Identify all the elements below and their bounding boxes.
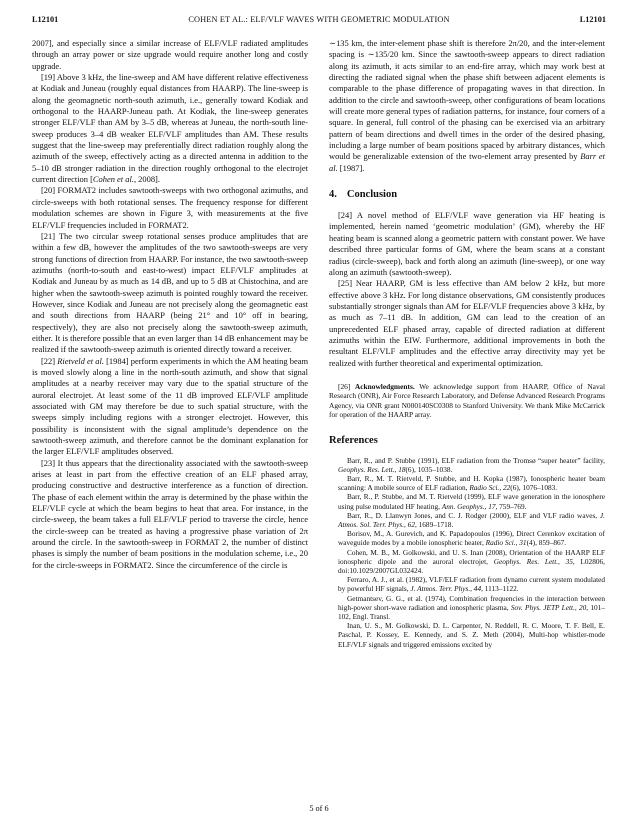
reference-list bbox=[329, 456, 605, 649]
reference-item: Ferraro, A. J., et al. (1982), VLF/ELF radiation from dynamo current system modulated by powerful HF signals, J. Atmos. Terr. Phys., 44, 1113–1122. bbox=[338, 575, 605, 594]
paragraph-continued: ∼135 km, the inter-element phase shift is therefore 2π/20, and the inter-element spacing is ∼135/20 km. Since the sawtooth-sweep appears to direct radiation along its azimuth, it acts similar to an end-fire array, which may work best at directing the radiated signal when the phase shift between adjacent elements is comparable to the phase difference of propagating waves in that direction. In addition to the circle and sawtooth-sweep, other configurations of beam locations will create more general types of radiation patterns, for instance, four corners of a square. In general, full control of the phasing can be exercised via an arbitrary pattern of beam directions and dwell times in the order of the desired phasing, including a large number of beam positions spaced by arbitrary distances, which would be generalizable extension of the two-element array presented by Barr et al. [1987]. bbox=[329, 38, 606, 173]
paragraph-24: [24] A novel method of ELF/VLF wave generation via HF heating is implemented, herein named ‘geometric modulation’ (GM), whereby the HF heating beam is scanned along a geometric pattern with constant power. We have described three particular forms of GM, where the beam scans at a constant radius (circle-sweep), back and forth along an azimuth (line-sweep), or one way along an azimuth (sawtooth-sweep). bbox=[329, 210, 605, 277]
reference-item: Barr, R., D. Llanwyn Jones, and C. J. Rodger (2000), ELF and VLF radio waves, J. Atmos. Sol. Terr. Phys., 62, 1689–1718. bbox=[338, 510, 605, 529]
paragraph-22: [22] Rietveld et al. [1984] perform experiments in which the AM heating beam is moved slowly along a line in the north-south azimuth, and show that signal amplitudes at a nearby receiver may vary due to the spatial structure of the auroral electrojet. At least some of the 11 dB improved ELF/VLF amplitude associated with GM may therefore be due to such spatial structure, with the sweeps simply including regions with a stronger electrojet. However, this possibility is inconsistent with the signal amplitude’s dependence on the sawtooth-sweep azimuth, and therefore cannot be the dominant explanation for the larger ELF/VLF amplitudes observed. bbox=[32, 355, 309, 457]
paragraph-21: [21] The two circular sweep rotational senses produce amplitudes that are within a few dB, however the amplitudes of the two sawtooth-sweeps are very strong functions of direction from HAARP. For instance, the two sawtooth-sweep azimuths (north-to-south and east-to-west) impact ELF/VLF amplitudes at Kodiak and Juneau by as much as 14 dB, and up to 5 dB at Chistochina, and are higher when the sawtooth-sweep azimuth is pointed roughly toward the receiver. However, since Kodiak and Juneau are not precisely along the geomagnetic east and south directions from HAARP (being 21° and 10° off in bearing, respectively), they are also not precisely along the sawtooth-sweep azimuth, either. It is therefore possible that an even larger than 14 dB enhancement may be realized if the sawtooth-sweep azimuth is oriented directly toward a receiver. bbox=[32, 230, 308, 355]
reference-item: Inan, U. S., M. Golkowski, D. L. Carpenter, N. Reddell, R. C. Moore, T. F. Bell, E. Paschal, P. Kossey, E. Kennedy, and S. Z. Meth (2004), Multi-hop whistler-mode ELF/VLF signals and triggered emissions excited by bbox=[338, 621, 605, 649]
reference-item: Borisov, M., A. Gurevich, and K. Papadopoulos (1996), Direct Cerenkov excitation of waveguide modes by a mobile ionospheric heater, Radio Sci., 31(4), 859–867. bbox=[338, 529, 605, 548]
paragraph-20: [20] FORMAT2 includes sawtooth-sweeps with two orthogonal azimuths, and circle-sweeps with both rotational senses. The frequency response for different modulation schemes are shown in Figure 3, with measurements at the five ELF/VLF frequencies included in FORMAT2. bbox=[32, 185, 308, 230]
citation[interactable]: Barr et al. bbox=[329, 151, 606, 173]
section-heading-conclusion: 4. Conclusion bbox=[329, 189, 398, 201]
paragraph-number: [24] bbox=[338, 210, 353, 221]
left-column bbox=[32, 38, 308, 571]
running-title: COHEN ET AL.: ELF/VLF WAVES WITH GEOMETRIC MODULATION bbox=[188, 15, 450, 24]
article-id-left: L12101 bbox=[32, 15, 59, 24]
reference-item: Barr, R., P. Stubbe, and M. T. Rietveld (1999), ELF wave generation in the ionosphere using pulse modulated HF heating, Ann. Geophys., 17, 759–769. bbox=[338, 492, 605, 511]
citation[interactable]: Cohen et al. bbox=[92, 174, 134, 185]
paragraph-23: [23] It thus appears that the directionality associated with the sawtooth-sweep arises at least in part from the effective creation of an ELF phased array, producing constructive and destructive interference as a function of direction. The phase of each element within the array is determined by the phase within the ELF/VLF cycle at which the beam begins to heat that area. For instance, in the circle-sweep, the beam takes a full ELF/VLF period to traverse the circle, hence the circle-sweep can be treated as having a progressive phase variation of 2π around the circle. In the sawtooth-sweep in FORMAT 2, the number of distinct phases is simply the number of beam positions in the modulation scheme, i.e., 20 for the circle-sweeps in FORMAT2. Since the circumference of the circle is bbox=[32, 457, 309, 570]
paragraph-25: [25] Near HAARP, GM is less effective than AM below 2 kHz, but more effective above 3 kHz. For long distance observations, GM consistently produces substantially stronger signals than AM for ELF/VLF frequencies above 3 kHz, by as much as 7–11 dB. In addition, GM can lead to the creation of an unprecedented ELF phased array, capable of directed radiation at different azimuths within the EIW. Furthermore, additional improvements in both the resultant ELF/VLF amplitudes and the effective array directivity may yet be realized with further theoretical and experimental optimization. bbox=[329, 278, 605, 368]
paragraph-19: [19] Above 3 kHz, the line-sweep and AM have different relative effectiveness at Kodiak and Juneau (roughly equal distances from HAARP). The line-sweep is along the geomagnetic north-south azimuth, i.e., generally toward Kodiak and orthogonal to the HAARP-Juneau path. At Kodiak, the line-sweep generates stronger ELF/VLF than AM by 3–5 dB, whereas at Juneau, the north-south line-sweep produces 3–4 dB weaker ELF/VLF amplitudes than AM. These results suggest that the line-sweep may preferentially direct radiation roughly along the azimuth of the sweep, effectively acting as a directed antenna in addition to the 5–10 dB stronger radiation in the direction roughly orthogonal to the electrojet current direction [Cohen et al., 2008]. bbox=[32, 72, 308, 185]
reference-item: Barr, R., M. T. Rietveld, P. Stubbe, and H. Kopka (1987), Ionospheric heater beam scanning: A mobile source of ELF radiation, Radio Sci., 22(6), 1076–1083. bbox=[338, 473, 605, 493]
paragraph-number: [20] bbox=[41, 185, 56, 196]
reference-item: Getmantsev, G. G., et al. (1974), Combination frequencies in the interaction between high-power short-wave radiation and ionospheric plasma, Sov. Phys. JETP Lett., 20, 101–102, Engl. Transl. bbox=[338, 593, 605, 622]
right-column bbox=[329, 38, 605, 649]
paragraph-number: [19] bbox=[41, 72, 56, 83]
reference-item: Cohen, M. B., M. Golkowski, and U. S. Inan (2008), Orientation of the HAARP ELF ionospheric dipole and the auroral electrojet, Geophys. Res. Lett., 35, L02806, doi:10.1029/2007GL032424. bbox=[338, 547, 605, 575]
paragraph-number: [21] bbox=[41, 230, 56, 241]
paragraph-number: [22] bbox=[41, 355, 56, 366]
article-id-right: L12101 bbox=[579, 15, 606, 24]
paragraph-number: [23] bbox=[41, 457, 56, 468]
acknowledgments: [26] Acknowledgments. We acknowledge support from HAARP, Office of Naval Research (ONR), Air Force Research Laboratory, and Defense Advanced Research Programs Agency, via ONR grant N000140SC0308 to Stanford University. We thank Mike McCarrick for operation of the HAARP array. bbox=[329, 381, 605, 420]
page-number: 5 of 6 bbox=[309, 804, 329, 813]
paragraph-number: [25] bbox=[338, 278, 353, 289]
section-heading-references: References bbox=[329, 434, 378, 446]
paragraph-continued: 2007], and especially since a similar increase of ELF/VLF radiated amplitudes through an array power or size upgrade would require another long and costly upgrade. bbox=[32, 38, 308, 71]
citation[interactable]: Rietveld et al. bbox=[57, 355, 104, 366]
reference-item: Barr, R., and P. Stubbe (1991), ELF radiation from the Tromsø “super heater” facility, Geophys. Res. Lett., 18(6), 1035–1038. bbox=[338, 455, 605, 474]
running-header bbox=[32, 14, 606, 26]
